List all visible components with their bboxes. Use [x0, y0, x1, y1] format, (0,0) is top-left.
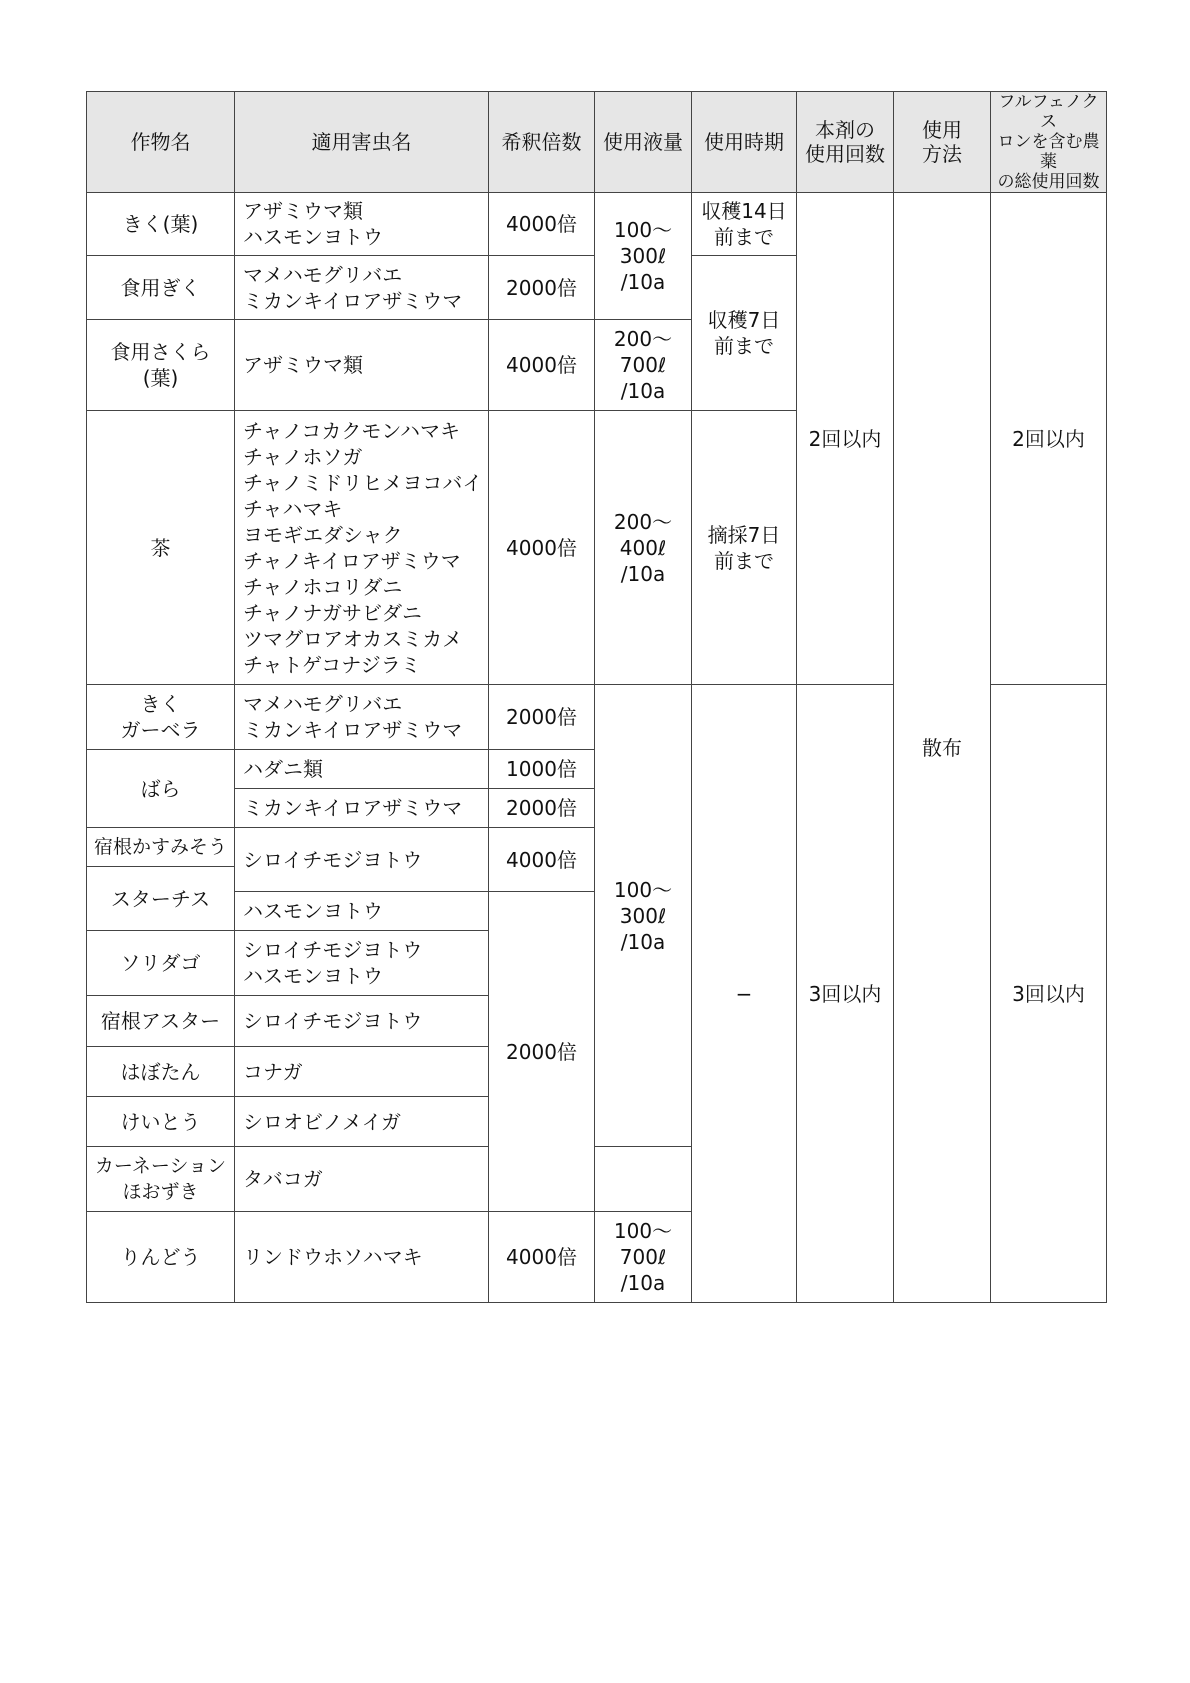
pest-cell: チャノコカクモンハマキ チャノホソガ チャノミドリヒメヨコバイ チャハマキ ヨモギエダシャク チャノキイロアザミウマ チャノホコリダニ チャノナガサビダニ ツマグロアオカスミカメ チャトゲコナジラミ [235, 411, 489, 685]
crop-cell: 茶 [87, 411, 235, 685]
header-count: 本剤の 使用回数 [797, 92, 894, 193]
count-cell: 2回以内 [797, 193, 894, 685]
volume-cell: 200〜 700ℓ /10a [595, 320, 692, 411]
timing-cell: − [692, 685, 797, 1303]
method-cell: 散布 [894, 193, 991, 1303]
pest-cell: アザミウマ類 ハスモンヨトウ [235, 193, 489, 256]
timing-cell: 摘採7日 前まで [692, 411, 797, 685]
header-method: 使用 方法 [894, 92, 991, 193]
pest-cell: アザミウマ類 [235, 320, 489, 411]
pest-cell: シロイチモジヨトウ [235, 828, 489, 892]
crop-cell: きく(葉) [87, 193, 235, 256]
crop-cell: けいとう [87, 1097, 235, 1147]
pest-cell: ハダニ類 [235, 750, 489, 789]
pest-cell: マメハモグリバエ ミカンキイロアザミウマ [235, 256, 489, 320]
total-cell: 3回以内 [991, 685, 1107, 1303]
pest-cell: ミカンキイロアザミウマ [235, 789, 489, 828]
crop-cell: ソリダゴ [87, 931, 235, 996]
table-row [87, 193, 1107, 256]
count-cell: 3回以内 [797, 685, 894, 1303]
dilution-cell: 2000倍 [489, 256, 595, 320]
crop-cell: 食用さくら (葉) [87, 320, 235, 411]
volume-cell: 100〜 300ℓ /10a [595, 193, 692, 320]
pest-cell: シロイチモジヨトウ ハスモンヨトウ [235, 931, 489, 996]
crop-cell: 宿根アスター [87, 996, 235, 1047]
crop-cell: きく ガーベラ [87, 685, 235, 750]
timing-cell: 収穫7日 前まで [692, 256, 797, 411]
pest-cell: リンドウホソハマキ [235, 1212, 489, 1303]
dilution-cell: 2000倍 [489, 789, 595, 828]
crop-cell: ばら [87, 750, 235, 828]
dilution-cell: 1000倍 [489, 750, 595, 789]
pest-cell: シロオビノメイガ [235, 1097, 489, 1147]
dilution-cell: 4000倍 [489, 411, 595, 685]
pest-cell: ハスモンヨトウ [235, 892, 489, 931]
header-dilution: 希釈倍数 [489, 92, 595, 193]
timing-cell: 収穫14日 前まで [692, 193, 797, 256]
volume-cell: 100〜 700ℓ /10a [595, 1212, 692, 1303]
pest-cell: コナガ [235, 1047, 489, 1097]
crop-cell: スターチス [87, 867, 235, 931]
crop-cell: りんどう [87, 1212, 235, 1303]
header-pest: 適用害虫名 [235, 92, 489, 193]
crop-cell: 宿根かすみそう [87, 828, 235, 867]
total-cell: 2回以内 [991, 193, 1107, 685]
header-row [87, 92, 1107, 193]
volume-cell: 100〜 300ℓ /10a [595, 685, 692, 1147]
pest-cell: マメハモグリバエ ミカンキイロアザミウマ [235, 685, 489, 750]
header-volume: 使用液量 [595, 92, 692, 193]
header-timing: 使用時期 [692, 92, 797, 193]
dilution-cell: 4000倍 [489, 1212, 595, 1303]
dilution-cell: 4000倍 [489, 828, 595, 892]
dilution-cell: 2000倍 [489, 892, 595, 1212]
header-total: フルフェノクス ロンを含む農薬 の総使用回数 [991, 92, 1107, 193]
pesticide-usage-table [86, 91, 1107, 1303]
dilution-cell: 2000倍 [489, 685, 595, 750]
header-crop: 作物名 [87, 92, 235, 193]
volume-cell: 200〜 400ℓ /10a [595, 411, 692, 685]
crop-cell: はぼたん [87, 1047, 235, 1097]
crop-cell: カーネーション ほおずき [87, 1147, 235, 1212]
crop-cell: 食用ぎく [87, 256, 235, 320]
pest-cell: シロイチモジヨトウ [235, 996, 489, 1047]
dilution-cell: 4000倍 [489, 193, 595, 256]
pest-cell: タバコガ [235, 1147, 489, 1212]
dilution-cell: 4000倍 [489, 320, 595, 411]
